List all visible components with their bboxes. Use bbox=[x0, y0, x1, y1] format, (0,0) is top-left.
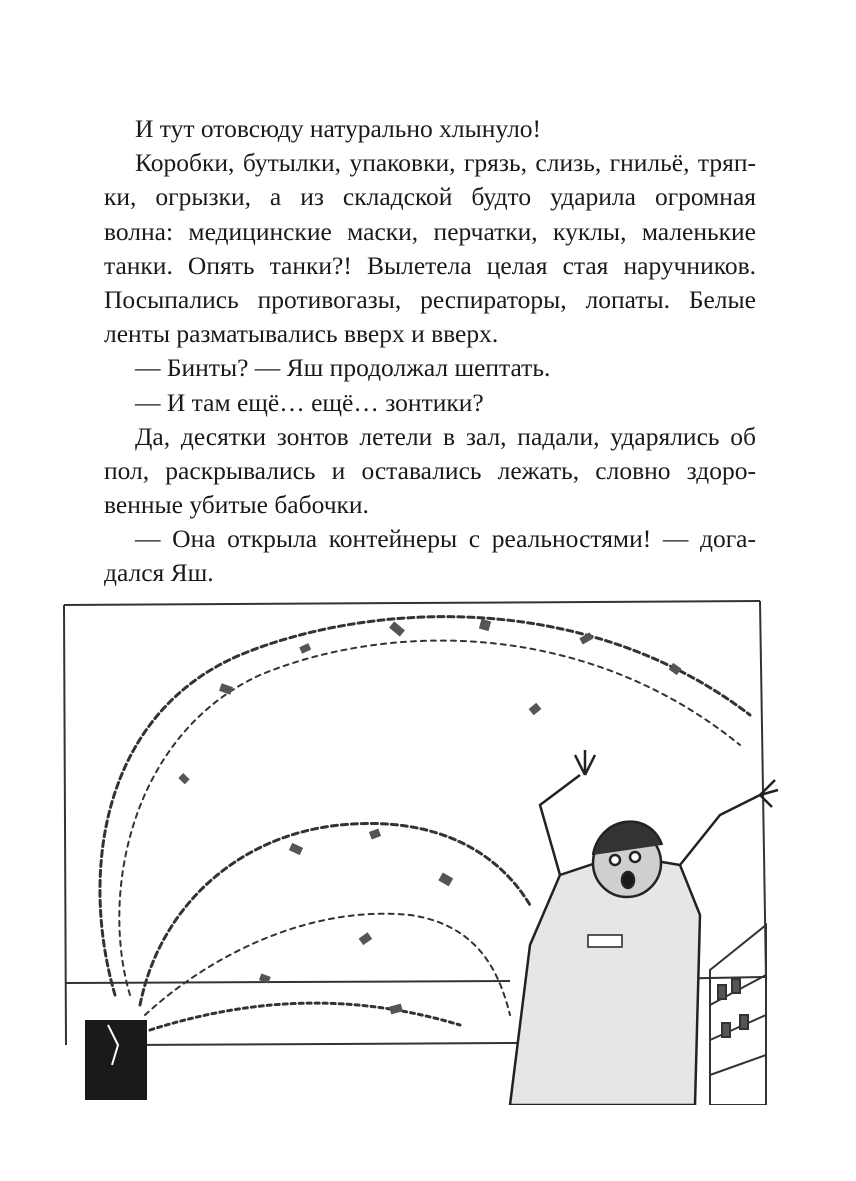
text-line-2: Коробки, бутылки, упаковки, грязь, слизь, гнильё, тряп- bbox=[135, 148, 756, 178]
illustration bbox=[60, 575, 780, 1105]
text-line-3: ки, огрызки, а из складской будто ударила огромная bbox=[104, 182, 756, 212]
text-line-13: — Она открыла контейнеры с реальностями! — дога- bbox=[135, 524, 756, 554]
body-text bbox=[104, 112, 756, 591]
text-line-5: танки. Опять танки?! Вылетела целая стая наручников. bbox=[104, 250, 756, 280]
text-line-10: Да, десятки зонтов летели в зал, падали, ударялись об bbox=[135, 421, 756, 451]
text-line-4: волна: медицинские маски, перчатки, куклы, маленькие bbox=[104, 216, 756, 246]
text-line-7: ленты разматывались вверх и вверх. bbox=[104, 319, 499, 349]
shelf-icon bbox=[710, 925, 766, 1105]
man-figure-icon bbox=[510, 750, 778, 1105]
text-line-14: дался Яш. bbox=[104, 558, 214, 588]
text-line-11: пол, раскрывались и оставались лежать, словно здоро- bbox=[104, 455, 756, 485]
text-line-1: И тут отовсюду натурально хлынуло! bbox=[135, 114, 542, 143]
text-line-8: — Бинты? — Яш продолжал шептать. bbox=[135, 353, 551, 383]
illustration-drawing bbox=[60, 575, 780, 1105]
text-line-9: — И там ещё… ещё… зонтики? bbox=[135, 387, 484, 417]
text-line-6: Посыпались противогазы, респираторы, лопаты. Белые bbox=[104, 284, 756, 314]
text-line-12: венные убитые бабочки. bbox=[104, 490, 369, 520]
container-icon bbox=[85, 1020, 147, 1100]
